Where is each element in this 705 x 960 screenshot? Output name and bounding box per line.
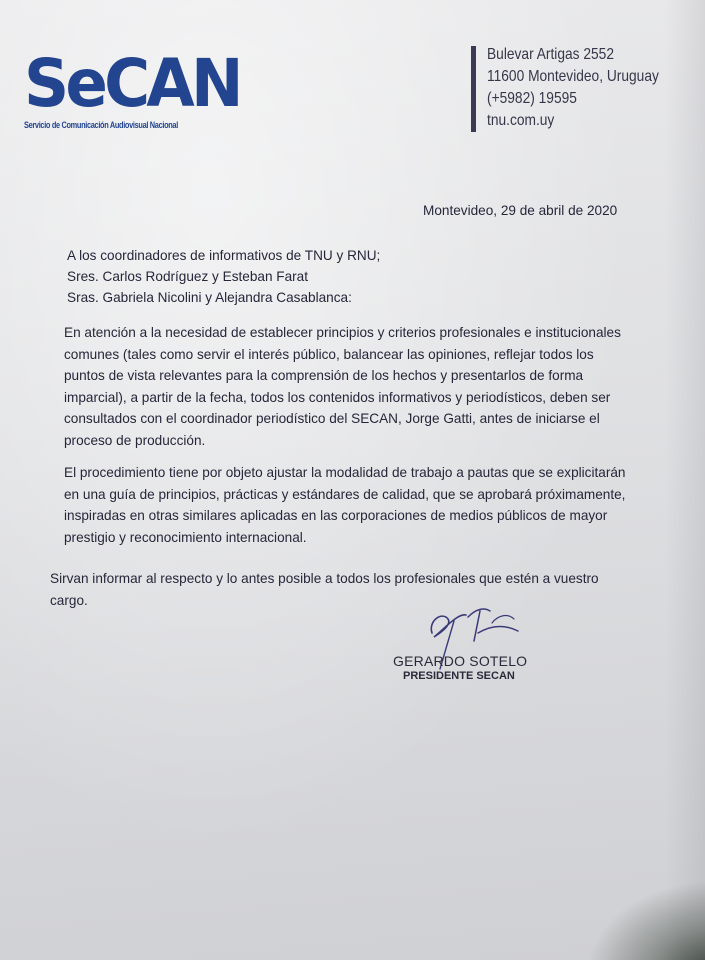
paragraph-line: inspiradas en otras similares aplicadas en las corporaciones de medios públicos de mayor	[64, 508, 608, 523]
paragraph-line: Sirvan informar al respecto y lo antes posible a todos los profesionales que estén a vuestro	[50, 571, 599, 586]
paragraph-line: En atención a la necesidad de establecer principios y criterios profesionales e institucionales	[64, 325, 621, 340]
signer-name: GERARDO SOTELO	[393, 653, 528, 669]
address-website: tnu.com.uy	[487, 112, 555, 129]
page-shadow	[665, 0, 705, 960]
letter-greeting	[67, 245, 380, 308]
address-divider	[471, 46, 476, 132]
paragraph-line: imparcial), a partir de la fecha, todos los contenidos informativos y periodísticos, deben ser	[64, 389, 611, 405]
letter-date: Montevideo, 29 de abril de 2020	[423, 203, 618, 218]
paragraph-line: comunes (tales como servir el interés público, balancear las opiniones, reflejar todos los	[64, 346, 594, 362]
paragraph-line: prestigio y reconocimiento internacional.	[64, 529, 307, 545]
paragraph-line: El procedimiento tiene por objeto ajustar la modalidad de trabajo a pautas que se explicitarán	[64, 465, 626, 480]
corner-shadow	[585, 880, 705, 960]
signer-title: PRESIDENTE SECAN	[403, 670, 515, 682]
paragraph-line: proceso de producción.	[64, 432, 206, 448]
paragraph-1	[64, 322, 621, 451]
paragraph-2	[64, 462, 625, 548]
paragraph-line: en una guía de principios, prácticas y estándares de calidad, que se aprobará próximamente,	[64, 486, 626, 502]
address-street: Bulevar Artigas 2552	[487, 46, 614, 63]
greeting-line: A los coordinadores de informativos de TNU y RNU;	[67, 248, 381, 263]
logo-subtitle: Servicio de Comunicación Audiovisual Nacional	[24, 120, 178, 130]
paragraph-line: cargo.	[50, 592, 88, 608]
address-phone: (+5982) 19595	[487, 90, 577, 107]
greeting-line: Sras. Gabriela Nicolini y Alejandra Casablanca:	[67, 290, 352, 305]
paragraph-line: consultados con el coordinador periodístico del SECAN, Jorge Gatti, antes de iniciarse el	[64, 411, 600, 426]
address-block	[487, 44, 659, 132]
secan-logo	[24, 45, 240, 130]
logo-wordmark: SeCAN	[24, 45, 240, 122]
paragraph-line: puntos de vista relevantes para la comprensión de los hechos y presentarlos de forma	[64, 368, 584, 383]
greeting-line: Sres. Carlos Rodríguez y Esteban Farat	[67, 269, 309, 284]
address-city: 11600 Montevideo, Uruguay	[487, 68, 659, 85]
